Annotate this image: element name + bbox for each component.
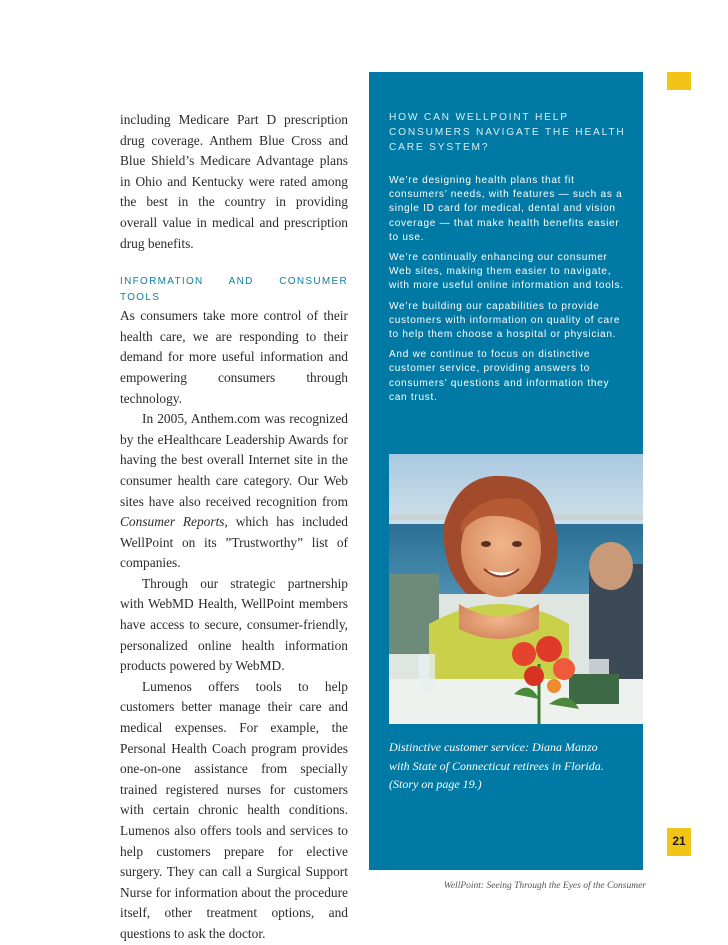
sidebar-heading: HOW CAN WELLPOINT HELP CONSUMERS NAVIGATE THE HEALTH CARE SYSTEM? [389, 112, 626, 153]
consumer-reports-title: Consumer Reports [120, 514, 225, 530]
sidebar-paragraph: We’re continually enhancing our consumer Web sites, making them easier to navigate, with more useful online information and tools. [389, 252, 624, 292]
photo-caption [389, 738, 629, 794]
photo-illustration [389, 454, 643, 724]
awards-text-start: In 2005, Anthem.com was recognized by the eHealthcare Leadership Awards for having the best overall Internet site in the consumer health care category. Our Web sites have also received recognition from [120, 411, 348, 509]
section-heading: INFORMATION AND CONSUMER TOOLS [120, 276, 348, 304]
paragraph-lumenos: Lumenos offers tools to help customers better manage their care and medical expenses. For example, the Personal Health Coach program provides one-on-one assistance from specially trained registered nurses for customers with certain chronic health conditions. Lumenos also offers tools and services to help customers prepare for elective surgery. They can call a Surgical Support Nurse for information about the procedure itself, other treatment options, and questions to ask the doctor. [120, 678, 348, 941]
intro-paragraph: including Medicare Part D prescription drug coverage. Anthem Blue Cross and Blue Shield’s Medicare Advantage plans in Ohio and Kentucky were rated among the best in the country in providing overall value in medical and prescription drug benefits. [120, 112, 348, 251]
caption-line: (Story on page 19.) [389, 777, 482, 791]
sidebar-paragraph: And we continue to focus on distinctive customer service, providing answers to consumers’ questions and information they can trust. [389, 349, 610, 403]
caption-line: Distinctive customer service: Diana Manzo [389, 740, 598, 754]
caption-line: with State of Connecticut retirees in Florida. [389, 758, 604, 773]
awards-text-end: , which has included WellPoint on its ”Trustworthy” list of companies. [120, 514, 348, 571]
page-number: 21 [672, 834, 686, 848]
paragraph-webmd: Through our strategic partnership with WebMD Health, WellPoint members have access to secure, consumer-friendly, personalized online health information products powered by WebMD. [120, 575, 348, 674]
main-text-column [120, 110, 348, 945]
paragraph-consumers: As consumers take more control of their health care, we are responding to their demand for more useful information and empowering consumers through technology. [120, 308, 348, 406]
sidebar-panel [369, 72, 643, 870]
sidebar-paragraph: We’re building our capabilities to provide customers with information on quality of care to help them choose a hospital or physician. [389, 300, 621, 341]
sidebar-body [389, 174, 629, 411]
sidebar-paragraph: We’re designing health plans that fit consumers’ needs, with features — such as a single ID card for medical, dental and vision coverage — that make health benefits easier to use. [389, 175, 623, 243]
paragraph-awards [120, 409, 348, 574]
top-yellow-tab [667, 72, 691, 90]
customer-photo [389, 454, 643, 724]
running-footer: WellPoint: Seeing Through the Eyes of the Consumer [443, 881, 646, 891]
